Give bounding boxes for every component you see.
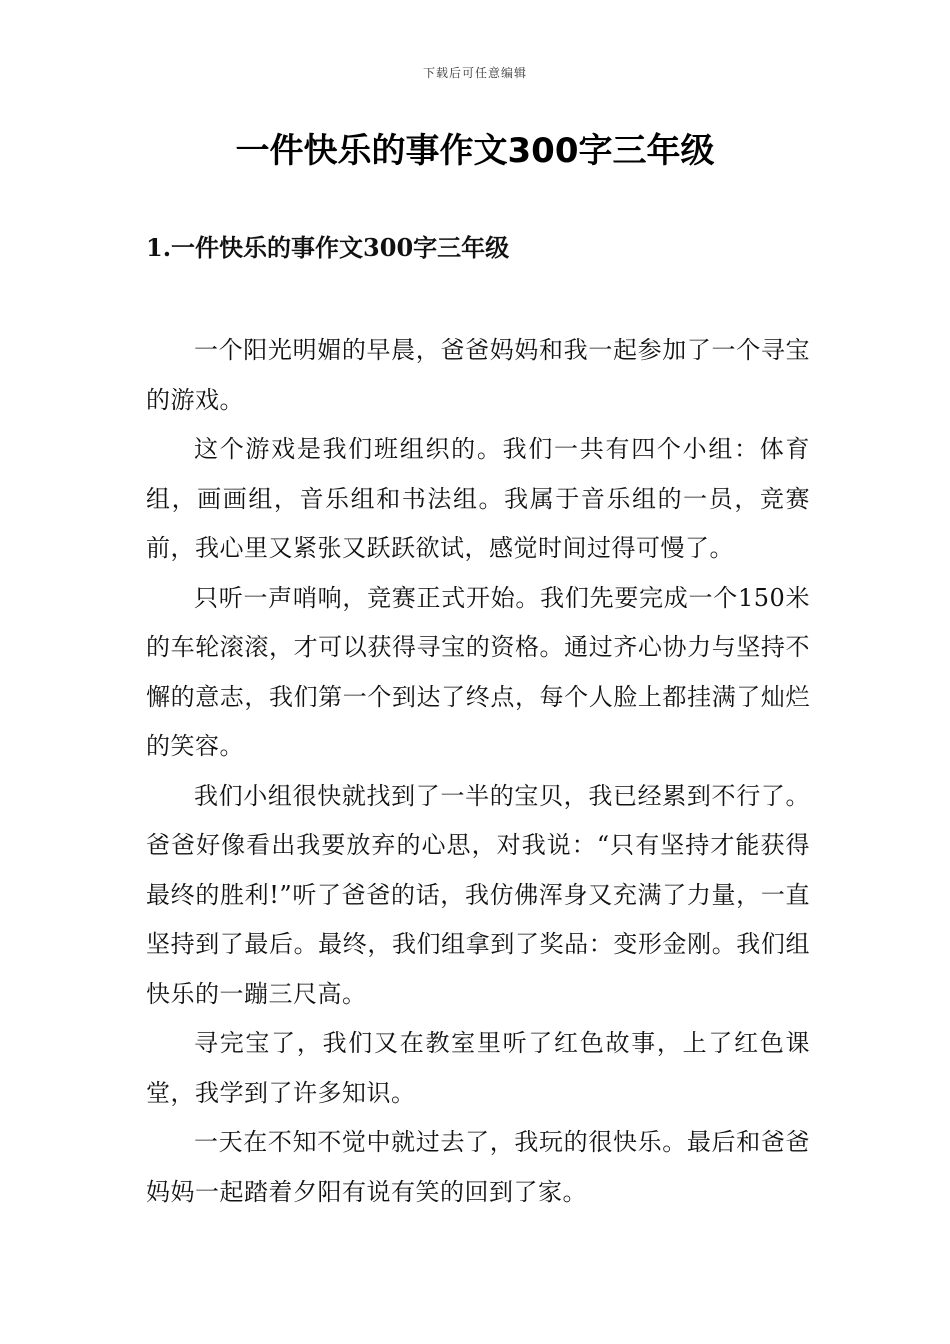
paragraph: 这个游戏是我们班组织的。我们一共有四个小组：体育组，画画组，音乐组和书法组。我属于音乐组的一员，竞赛前，我心里又紧张又跃跃欲试，感觉时间过得可慢了。: [146, 435, 810, 562]
page-title: 一件快乐的事作文300字三年级: [235, 131, 715, 171]
header-note: 下载后可任意编辑: [422, 66, 527, 80]
paragraph: 一天在不知不觉中就过去了，我玩的很快乐。最后和爸爸妈妈一起踏着夕阳有说有笑的回到了家。: [146, 1128, 810, 1206]
paragraph: 我们小组很快就找到了一半的宝贝，我已经累到不行了。爸爸好像看出我要放弃的心思，对我说：“只有坚持才能获得最终的胜利!”听了爸爸的话，我仿佛浑身又充满了力量，一直坚持到了最后。最终，我们组拿到了奖品：变形金刚。我们组快乐的一蹦三尺高。: [146, 781, 810, 1008]
section-heading: 1.一件快乐的事作文300字三年级: [146, 233, 510, 262]
essay-body: [146, 326, 810, 1217]
paragraph: 寻完宝了，我们又在教室里听了红色故事，上了红色课堂，我学到了许多知识。: [146, 1029, 810, 1107]
paragraph: 一个阳光明媚的早晨，爸爸妈妈和我一起参加了一个寻宝的游戏。: [146, 336, 810, 414]
paragraph: 只听一声哨响，竞赛正式开始。我们先要完成一个150米的车轮滚滚，才可以获得寻宝的资格。通过齐心协力与坚持不懈的意志，我们第一个到达了终点，每个人脸上都挂满了灿烂的笑容。: [146, 583, 810, 760]
